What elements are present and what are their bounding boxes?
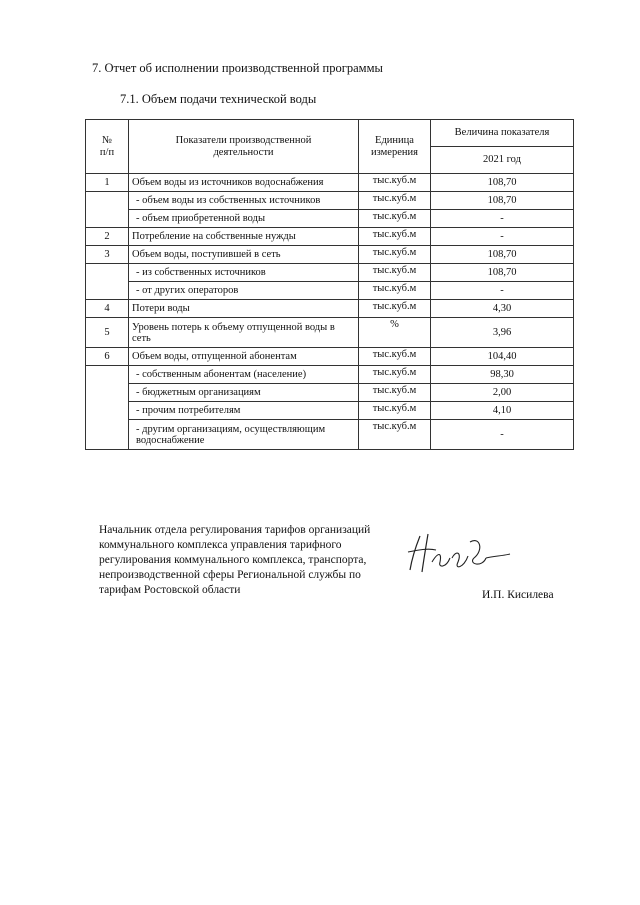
table-row: [86, 300, 574, 318]
row-value: 4,30: [431, 300, 574, 318]
row-number: 4: [86, 300, 129, 318]
table-row: [86, 228, 574, 246]
table-row: [86, 210, 574, 228]
row-indicator: - прочим потребителям: [129, 402, 359, 420]
header-indicator: Показатели производственной деятельности: [129, 120, 359, 174]
section-heading: 7. Отчет об исполнении производственной программы: [92, 61, 383, 75]
row-value: -: [431, 228, 574, 246]
row-number: 5: [86, 318, 129, 348]
table-row: [86, 420, 574, 450]
header-number: № п/п: [86, 120, 129, 174]
row-indicator: - бюджетным организациям: [129, 384, 359, 402]
signature-block-text: [99, 523, 419, 598]
row-unit: тыс.куб.м: [359, 264, 431, 282]
row-number: 2: [86, 228, 129, 246]
row-unit: тыс.куб.м: [359, 366, 431, 384]
row-value: -: [431, 282, 574, 300]
row-value: 2,00: [431, 384, 574, 402]
water-supply-table: [85, 119, 574, 450]
footer-line: регулирования коммунального комплекса, транспорта,: [99, 554, 367, 566]
table-row: [86, 318, 574, 348]
table-body: [86, 174, 574, 450]
row-indicator: Объем воды, отпущенной абонентам: [129, 348, 359, 366]
footer-line: Начальник отдела регулирования тарифов организаций: [99, 524, 371, 536]
row-unit: тыс.куб.м: [359, 192, 431, 210]
row-number: 3: [86, 246, 129, 264]
row-unit: тыс.куб.м: [359, 348, 431, 366]
row-unit: тыс.куб.м: [359, 210, 431, 228]
row-value: 108,70: [431, 174, 574, 192]
row-number: [86, 192, 129, 228]
table-row: [86, 174, 574, 192]
row-indicator: - другим организациям, осуществляющим водоснабжение: [129, 420, 359, 450]
row-unit: тыс.куб.м: [359, 228, 431, 246]
row-indicator: - собственным абонентам (население): [129, 366, 359, 384]
footer-line: коммунального комплекса управления тарифного: [99, 539, 342, 551]
row-unit: тыс.куб.м: [359, 384, 431, 402]
row-indicator: Объем воды из источников водоснабжения: [129, 174, 359, 192]
row-indicator: - из собственных источников: [129, 264, 359, 282]
handwritten-signature: [402, 528, 512, 578]
row-value: 104,40: [431, 348, 574, 366]
signer-name: И.П. Кисилева: [482, 589, 554, 601]
row-value: 108,70: [431, 264, 574, 282]
row-unit: %: [359, 318, 431, 348]
footer-line: тарифам Ростовской области: [99, 584, 241, 596]
row-number: 1: [86, 174, 129, 192]
row-unit: тыс.куб.м: [359, 300, 431, 318]
row-unit: тыс.куб.м: [359, 246, 431, 264]
row-indicator: Потери воды: [129, 300, 359, 318]
table-row: [86, 282, 574, 300]
row-unit: тыс.куб.м: [359, 402, 431, 420]
footer-line: непроизводственной сферы Региональной службы по: [99, 569, 361, 581]
subsection-heading: 7.1. Объем подачи технической воды: [120, 92, 317, 106]
row-indicator: Потребление на собственные нужды: [129, 228, 359, 246]
row-indicator: Уровень потерь к объему отпущенной воды в сеть: [129, 318, 359, 348]
row-value: 98,30: [431, 366, 574, 384]
row-value: -: [431, 210, 574, 228]
row-indicator: - объем приобретенной воды: [129, 210, 359, 228]
row-number: [86, 366, 129, 450]
row-number: 6: [86, 348, 129, 366]
row-unit: тыс.куб.м: [359, 174, 431, 192]
table-row: [86, 192, 574, 210]
row-value: 4,10: [431, 402, 574, 420]
row-value: 108,70: [431, 246, 574, 264]
row-value: 3,96: [431, 318, 574, 348]
table-row: [86, 402, 574, 420]
row-indicator: - от других операторов: [129, 282, 359, 300]
header-year: 2021 год: [431, 147, 574, 174]
row-number: [86, 264, 129, 300]
row-unit: тыс.куб.м: [359, 282, 431, 300]
row-indicator: Объем воды, поступившей в сеть: [129, 246, 359, 264]
table-row: [86, 246, 574, 264]
table-row: [86, 384, 574, 402]
table-row: [86, 366, 574, 384]
row-indicator: - объем воды из собственных источников: [129, 192, 359, 210]
table-row: [86, 264, 574, 282]
header-value-group: Величина показателя: [431, 120, 574, 147]
row-unit: тыс.куб.м: [359, 420, 431, 450]
row-value: -: [431, 420, 574, 450]
row-value: 108,70: [431, 192, 574, 210]
table-row: [86, 348, 574, 366]
header-unit: Единица измерения: [359, 120, 431, 174]
